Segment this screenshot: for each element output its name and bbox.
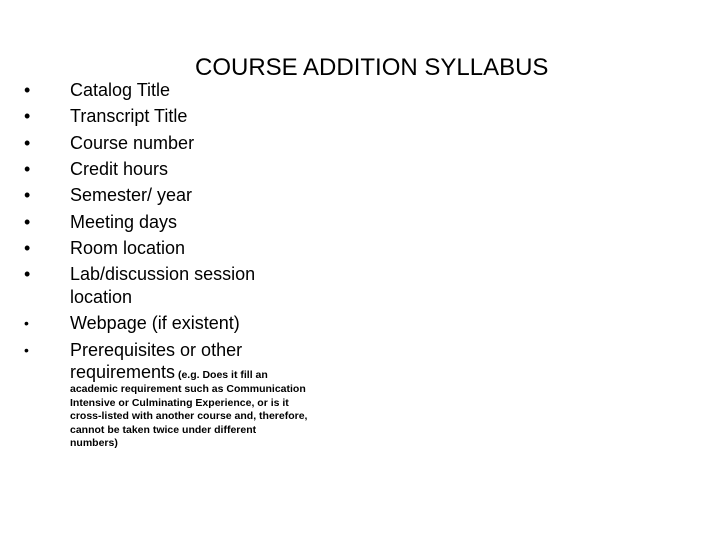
item-label: Course number bbox=[70, 133, 195, 153]
item-label-line: location bbox=[70, 287, 133, 307]
item-label-line: Lab/discussion session bbox=[70, 264, 256, 284]
bullet-marker: • bbox=[24, 106, 31, 126]
item-label bbox=[70, 310, 400, 336]
bullet-marker: • bbox=[24, 133, 31, 153]
item-note bbox=[70, 383, 400, 451]
item-label: Catalog Title bbox=[70, 80, 171, 100]
item-note-line: cannot be taken twice under different bbox=[70, 423, 257, 436]
item-note-line: cross-listed with another course and, therefore, bbox=[70, 410, 308, 422]
bullet-marker: • bbox=[24, 80, 31, 100]
item-label bbox=[70, 337, 400, 451]
bullet-marker: • bbox=[24, 342, 29, 358]
page-title: COURSE ADDITION SYLLABUS bbox=[195, 54, 549, 81]
item-note-line: Intensive or Culminating Experience, or is it bbox=[70, 396, 289, 409]
item-label: Meeting days bbox=[70, 212, 178, 232]
item-label: Semester/ year bbox=[70, 185, 193, 205]
bullet-marker: • bbox=[24, 159, 31, 179]
item-label-main: requirements bbox=[70, 362, 176, 382]
item-note-line: numbers) bbox=[70, 437, 118, 449]
item-label: Room location bbox=[70, 238, 186, 258]
bullet-marker: • bbox=[24, 315, 29, 331]
bullet-marker: • bbox=[24, 264, 31, 284]
item-label bbox=[70, 261, 400, 310]
item-label-line bbox=[70, 359, 400, 385]
item-label-note: (if existent) bbox=[146, 313, 240, 333]
bullet-marker: • bbox=[24, 238, 31, 258]
item-label-line: Prerequisites or other bbox=[70, 340, 243, 360]
item-note-inline: (e.g. Does it fill an bbox=[175, 369, 268, 381]
item-note-line: academic requirement such as Communication bbox=[70, 383, 306, 395]
bullet-marker: • bbox=[24, 212, 31, 232]
item-label-main: Webpage bbox=[70, 313, 147, 333]
bullet-marker: • bbox=[24, 185, 31, 205]
item-label: Transcript Title bbox=[70, 106, 188, 126]
item-label: Credit hours bbox=[70, 159, 169, 179]
